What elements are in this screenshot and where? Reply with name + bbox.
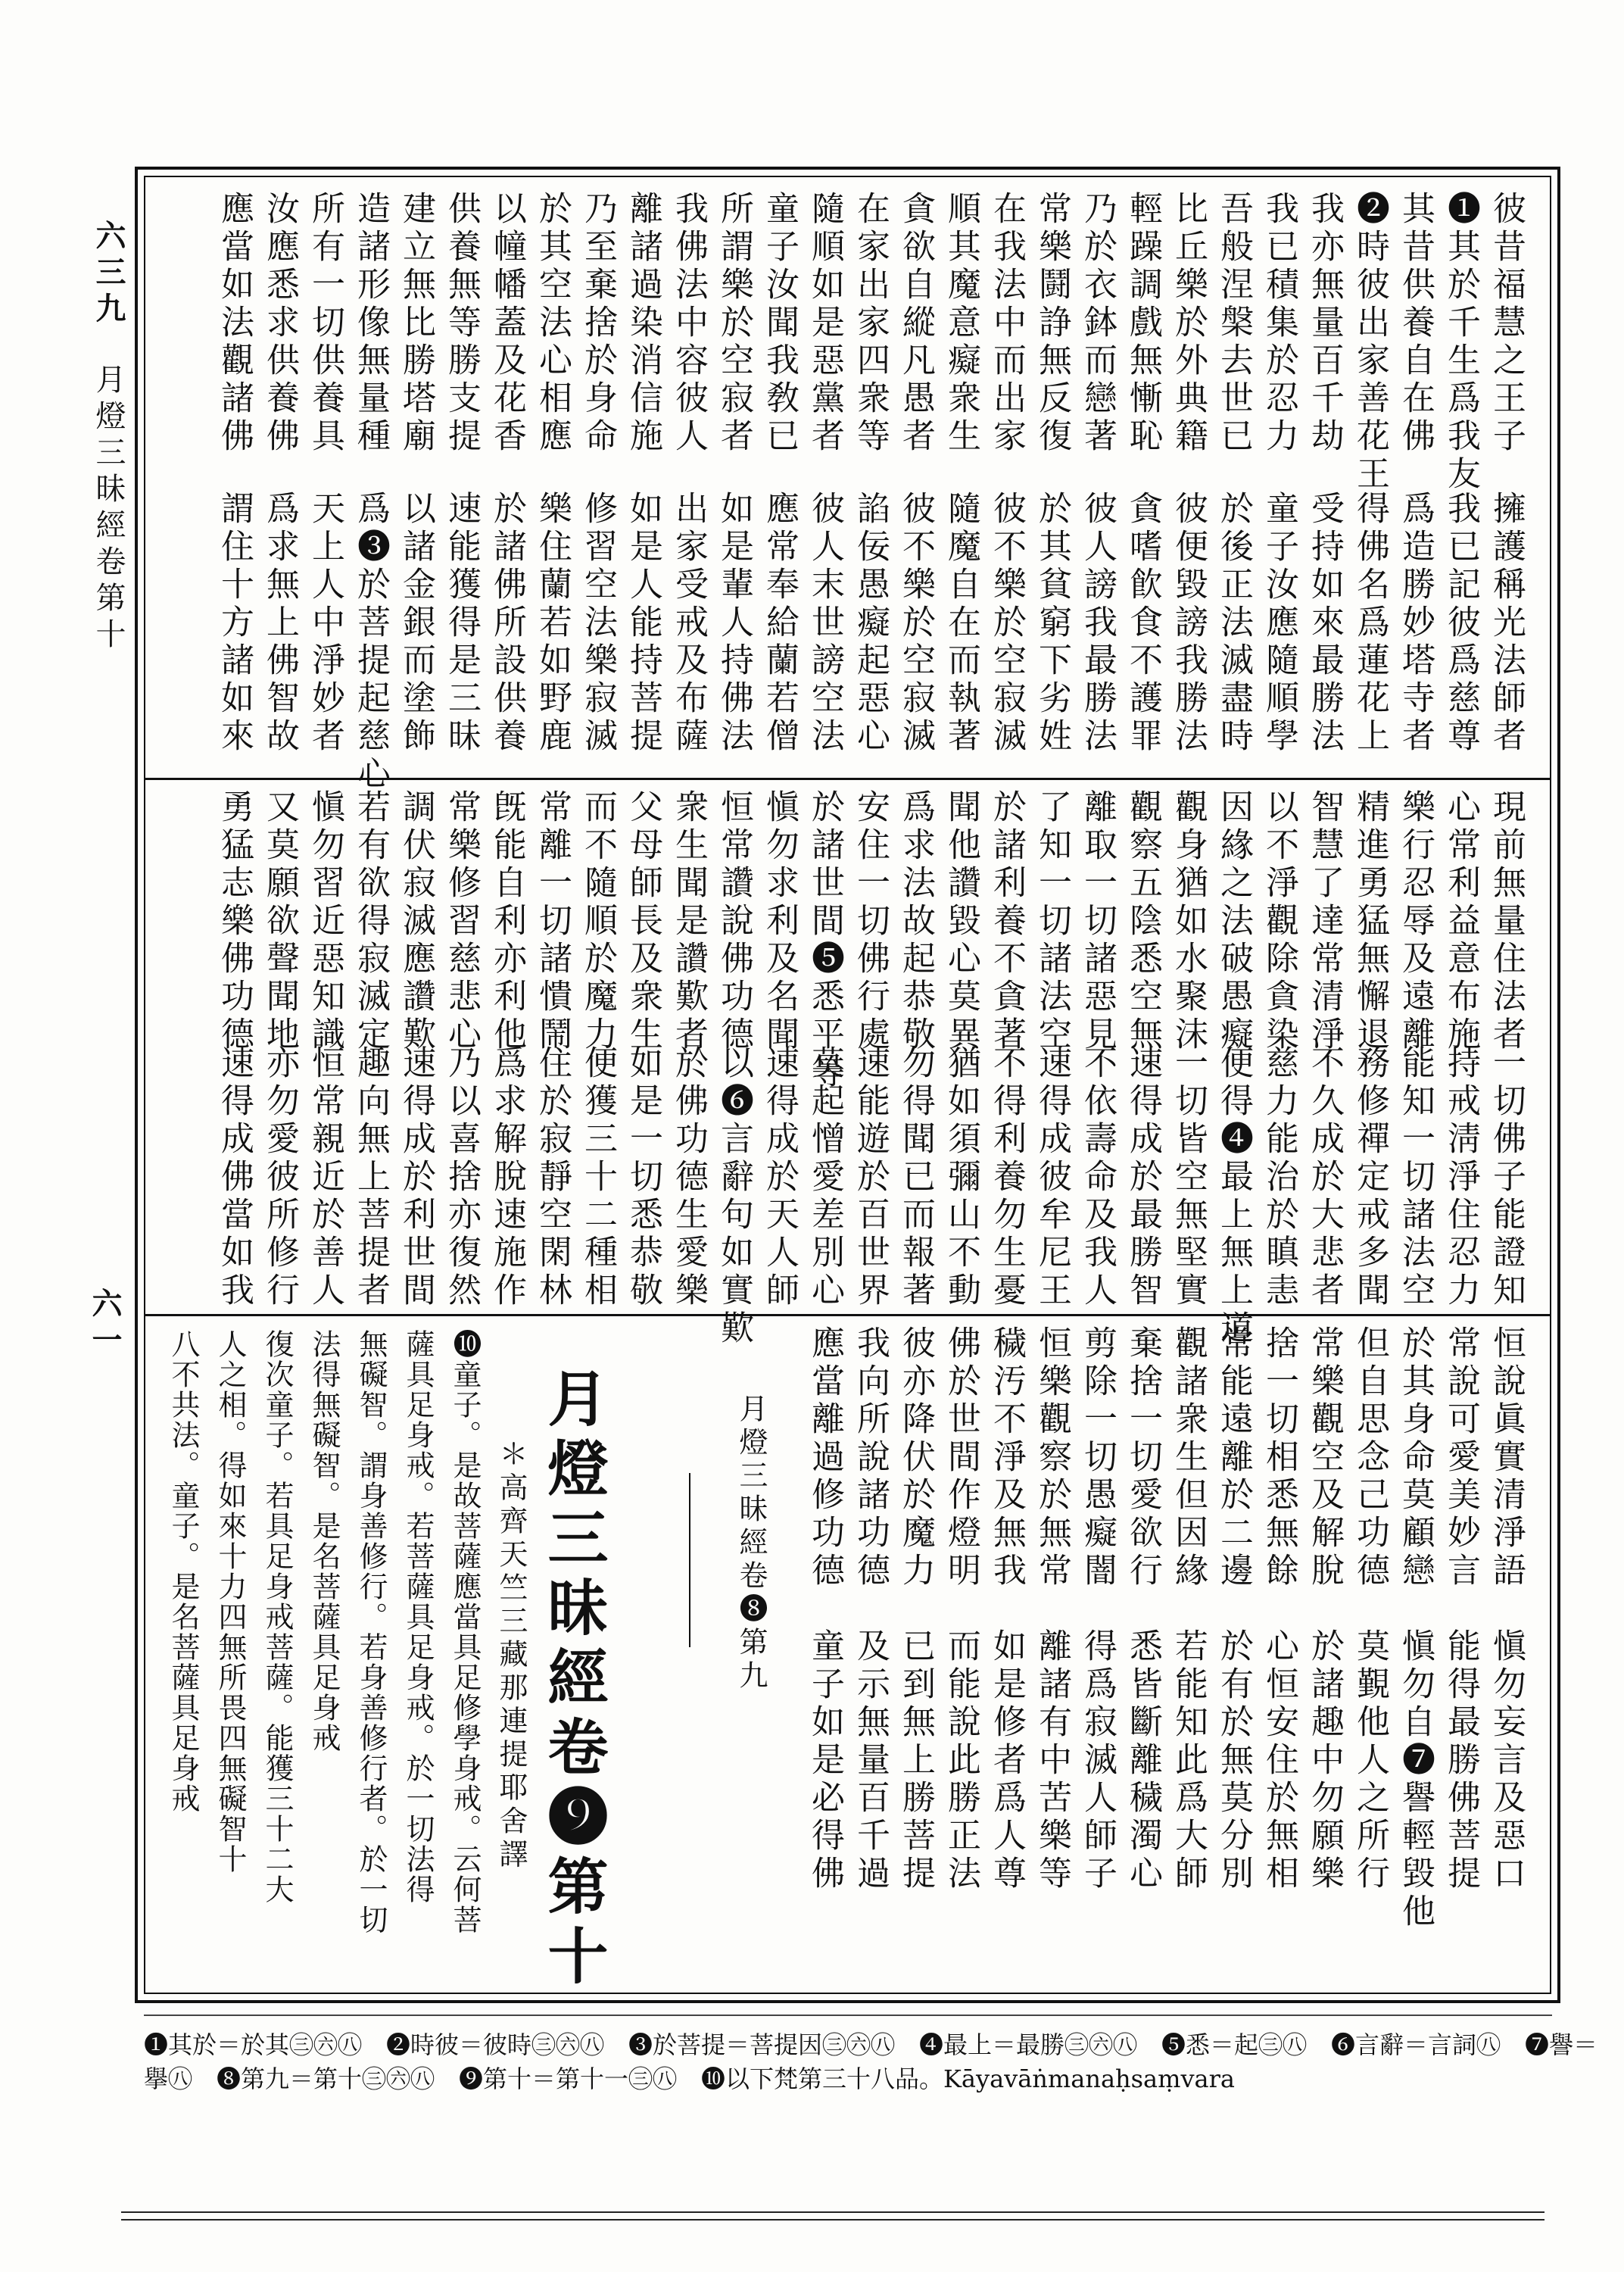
verse-column: 以幢幡蓋及花香 xyxy=(488,191,526,456)
verse-column: 速得成佛當如我 xyxy=(215,1045,254,1310)
verse-column: 童子如是必得佛 xyxy=(806,1628,844,1893)
verse-column: 便獲三十二種相 xyxy=(578,1045,617,1310)
translator-line: ＊高齊天竺三藏那連提耶舍譯 xyxy=(494,1439,528,1872)
verse-column: 爲❸於菩提起慈心 xyxy=(351,491,390,794)
verse-column: 離諸過染消信施 xyxy=(624,191,662,456)
verse-column: 比丘樂於外典籍 xyxy=(1169,191,1208,456)
verse-column: 而能說此勝正法 xyxy=(942,1628,980,1893)
verse-column: 隨順如是惡黨者 xyxy=(806,191,844,456)
verse-column: 速能獲得是三昧 xyxy=(442,491,481,756)
verse-column: 汝應悉求供養佛 xyxy=(260,191,299,456)
verse-column: 所謂樂於空寂者 xyxy=(715,191,753,456)
verse-column: 安住一切佛行處 xyxy=(851,789,890,1054)
verse-column: 但自思念己功德 xyxy=(1351,1325,1389,1590)
verse-column: 以❻言辭句如實歎 xyxy=(715,1045,753,1348)
vertical-rule xyxy=(689,1473,690,1647)
verse-column: 天上人中淨妙者 xyxy=(306,491,344,756)
verse-column: 愼勿習近惡知識 xyxy=(306,789,344,1054)
verse-column: 於後正法滅盡時 xyxy=(1214,491,1253,756)
prose-column: 復次童子。若具足身戒菩薩。能獲三十二大 xyxy=(260,1329,294,1905)
verse-column: 速得成彼牟尼王 xyxy=(1033,1045,1071,1310)
footnote-line: 擧㊇ ❽第九＝第十㊂㊅㊇ ❾第十＝第十一㊂㊇ ❿以下梵第三十八品。Kāyavāṅmanaḥsaṃvara xyxy=(144,2064,1236,2093)
prose-column: 薩具足身戒。若菩薩具足身戒。於一切法得 xyxy=(401,1329,435,1905)
verse-column: 一切佛子能證知 xyxy=(1487,1045,1526,1310)
verse-column: 我亦無量百千劫 xyxy=(1305,191,1344,456)
verse-column: 於其身命莫顧戀 xyxy=(1396,1325,1435,1590)
verse-column: 童子汝聞我敎已 xyxy=(760,191,799,456)
verse-column: 佛於世間作燈明 xyxy=(942,1325,980,1590)
prose-column: 法得無礙智。是名菩薩具足身戒 xyxy=(307,1329,341,1753)
verse-column: 如是修者爲人尊 xyxy=(987,1628,1026,1893)
verse-column: 莫起憎愛差別心 xyxy=(806,1045,844,1310)
verse-column: 吾般涅槃去世已 xyxy=(1214,191,1253,456)
verse-column: 彼亦降伏於魔力 xyxy=(896,1325,935,1590)
verse-column: 於佛功德生愛樂 xyxy=(669,1045,708,1310)
verse-column: 得佛名爲蓮花上 xyxy=(1351,491,1389,756)
verse-column: 於諸利養不貪著 xyxy=(987,789,1026,1054)
verse-column: 應常奉給蘭若僧 xyxy=(760,491,799,756)
verse-column: ❷時彼出家善花王 xyxy=(1351,191,1389,494)
verse-column: 供養無等勝支提 xyxy=(442,191,481,456)
verse-column: 住於寂靜空閑林 xyxy=(533,1045,572,1310)
verse-column: 了知一切諸法空 xyxy=(1033,789,1071,1054)
verse-column: 務修禪定戒多聞 xyxy=(1351,1045,1389,1310)
verse-column: 因緣之法破愚癡 xyxy=(1214,789,1253,1054)
verse-column: 不得利養勿生憂 xyxy=(987,1045,1026,1310)
verse-column: 常說可愛美妙言 xyxy=(1442,1325,1480,1590)
verse-column: 穢汚不淨及無我 xyxy=(987,1325,1026,1590)
verse-column: 能知一切諸法空 xyxy=(1396,1045,1435,1310)
verse-column: 已到無上勝菩提 xyxy=(896,1628,935,1893)
verse-column: 精進勇猛無懈退 xyxy=(1351,789,1389,1054)
verse-column: 彼昔福慧之王子 xyxy=(1487,191,1526,456)
verse-column: 棄捨一切愛欲行 xyxy=(1124,1325,1162,1590)
verse-column: 速得成於最勝智 xyxy=(1124,1045,1162,1310)
prose-column: ❿童子。是故菩薩應當具足修學身戒。云何菩 xyxy=(448,1329,482,1935)
volume-10-title: 月燈三昧經卷❾第十 xyxy=(538,1367,609,1994)
verse-column: 擁護稱光法師者 xyxy=(1487,491,1526,756)
verse-column: 彼人謗我最勝法 xyxy=(1078,491,1117,756)
verse-column: 觀察五陰悉空無 xyxy=(1124,789,1162,1054)
verse-column: 爲造勝妙塔寺者 xyxy=(1396,491,1435,756)
verse-column: 在家出家四衆等 xyxy=(851,191,890,456)
verse-column: 速得成於利世間 xyxy=(397,1045,435,1310)
footnote-divider xyxy=(144,2015,1552,2016)
verse-column: 聞他讚毀心莫異 xyxy=(942,789,980,1054)
verse-column: 乃以喜捨亦復然 xyxy=(442,1045,481,1310)
verse-column: 於諸世間❺悉平等 xyxy=(806,789,844,1092)
verse-column: 便得❹最上無上道 xyxy=(1214,1045,1253,1348)
verse-column: 於其空法心相應 xyxy=(533,191,572,456)
volume-9-end-title: 月燈三昧經卷❽第九 xyxy=(734,1393,768,1693)
verse-column: 於其貧窮下劣姓 xyxy=(1033,491,1071,756)
verse-column: 我已記彼爲慈尊 xyxy=(1442,491,1480,756)
verse-column: 愼勿求利及名聞 xyxy=(760,789,799,1054)
verse-column: 若能知此爲大師 xyxy=(1169,1628,1208,1893)
verse-column: 速得成於天人師 xyxy=(760,1045,799,1310)
verse-column: 若有欲得寂滅定 xyxy=(351,789,390,1054)
verse-column: 彼不樂於空寂滅 xyxy=(896,491,935,756)
verse-column: 愼勿妄言及惡口 xyxy=(1487,1628,1526,1893)
verse-column: 離諸有中苦樂等 xyxy=(1033,1628,1071,1893)
verse-column: 持戒淸淨住忍力 xyxy=(1442,1045,1480,1310)
verse-column: 如是一切悉恭敬 xyxy=(624,1045,662,1310)
verse-column: 心恒安住於無相 xyxy=(1260,1628,1298,1893)
footnote-line: ❶其於＝於其㊂㊅㊇ ❷時彼＝彼時㊂㊅㊇ ❸於菩提＝菩提因㊂㊅㊇ ❹最上＝最勝㊂㊅㊇ ❺悉＝起㊂㊇ ❻言辭＝言詞㊇ ❼譽＝ xyxy=(144,2030,1598,2059)
verse-column: 彼便毀謗我勝法 xyxy=(1169,491,1208,756)
verse-column: 亦勿愛彼所修行 xyxy=(260,1045,299,1310)
verse-column: 猶如須彌山不動 xyxy=(942,1045,980,1310)
verse-column: 所有一切供養具 xyxy=(306,191,344,456)
verse-column: 恒說眞實清淨語 xyxy=(1487,1325,1526,1590)
verse-column: 出家受戒及布薩 xyxy=(669,491,708,756)
verse-column: 觀身猶如水聚沫 xyxy=(1169,789,1208,1054)
verse-column: 其昔供養自在佛 xyxy=(1396,191,1435,456)
verse-column: 及示無量百千過 xyxy=(851,1628,890,1893)
verse-column: 應當如法觀諸佛 xyxy=(215,191,254,456)
verse-column: 恒常親近於善人 xyxy=(306,1045,344,1310)
verse-column: 順其魔意癡衆生 xyxy=(942,191,980,456)
verse-column: 如是人能持菩提 xyxy=(624,491,662,756)
verse-column: 常樂鬪諍無反復 xyxy=(1033,191,1071,456)
running-head: 月燈三昧經卷第十 xyxy=(91,364,126,654)
verse-column: 樂行忍辱及遠離 xyxy=(1396,789,1435,1054)
verse-column: 於諸佛所設供養 xyxy=(488,491,526,756)
verse-column: 恒常讚說佛功德 xyxy=(715,789,753,1054)
verse-column: 常離一切諸憒鬧 xyxy=(533,789,572,1054)
verse-column: 心常利益意布施 xyxy=(1442,789,1480,1054)
verse-column: 樂住蘭若如野鹿 xyxy=(533,491,572,756)
verse-column: 在我法中而出家 xyxy=(987,191,1026,456)
verse-column: 捨一切相悉無餘 xyxy=(1260,1325,1298,1590)
section-divider xyxy=(145,1314,1550,1316)
verse-column: 諂佞愚癡起惡心 xyxy=(851,491,890,756)
prose-column: 無礙智。謂身善修行。若身善修行者。於一切 xyxy=(354,1329,388,1935)
verse-column: 父母師長及衆生 xyxy=(624,789,662,1054)
verse-column: 乃於衣鉢而戀著 xyxy=(1078,191,1117,456)
verse-column: 一切皆空無堅實 xyxy=(1169,1045,1208,1310)
verse-column: 常能遠離於二邊 xyxy=(1214,1325,1253,1590)
verse-column: 不久成於大悲者 xyxy=(1305,1045,1344,1310)
verse-column: 愼勿自❼譽輕毀他 xyxy=(1396,1628,1435,1931)
verse-column: 衆生聞是讚歎者 xyxy=(669,789,708,1054)
verse-column: 乃至棄捨於身命 xyxy=(578,191,617,456)
verse-column: 爲求解脫速施作 xyxy=(488,1045,526,1310)
verse-column: 貪嗜飮食不護罪 xyxy=(1124,491,1162,756)
verse-column: 彼人末世謗空法 xyxy=(806,491,844,756)
verse-column: 爲求法故起恭敬 xyxy=(896,789,935,1054)
verse-column: 常樂觀空及解脫 xyxy=(1305,1325,1344,1590)
verse-column: 以諸金銀而塗飾 xyxy=(397,491,435,756)
bottom-rule xyxy=(121,2211,1545,2213)
prose-column: 八不共法。童子。是名菩薩具足身戒 xyxy=(167,1329,200,1814)
verse-column: 能得最勝佛菩提 xyxy=(1442,1628,1480,1893)
page-number-right: 六三九 xyxy=(91,220,126,329)
verse-column: 我向所說諸功德 xyxy=(851,1325,890,1590)
verse-column: 爲求無上佛智故 xyxy=(260,491,299,756)
verse-column: 應當離過修功德 xyxy=(806,1325,844,1590)
verse-column: 童子汝應隨順學 xyxy=(1260,491,1298,756)
verse-column: 悉皆斷離穢濁心 xyxy=(1124,1628,1162,1893)
prose-column: 人之相。得如來十力四無所畏四無礙智十 xyxy=(214,1329,247,1874)
verse-column: 而不隨順於魔力 xyxy=(578,789,617,1054)
verse-column: 得爲寂滅人師子 xyxy=(1078,1628,1117,1893)
verse-column: 慈力能治於瞋恚 xyxy=(1260,1045,1298,1310)
verse-column: 調伏寂滅應讚歎 xyxy=(397,789,435,1054)
verse-column: 離取一切諸惡見 xyxy=(1078,789,1117,1054)
bottom-rule xyxy=(121,2219,1545,2221)
verse-column: 趣向無上菩提者 xyxy=(351,1045,390,1310)
verse-column: 恒樂觀察於無常 xyxy=(1033,1325,1071,1590)
verse-column: 現前無量住法者 xyxy=(1487,789,1526,1054)
verse-column: 速能遊於百世界 xyxy=(851,1045,890,1310)
verse-column: 如是輩人持佛法 xyxy=(715,491,753,756)
verse-column: 不依壽命及我人 xyxy=(1078,1045,1117,1310)
verse-column: 勇猛志樂佛功德 xyxy=(215,789,254,1054)
verse-column: 隨魔自在而執著 xyxy=(942,491,980,756)
verse-column: 於有於無莫分別 xyxy=(1214,1628,1253,1893)
verse-column: 觀諸衆生但因緣 xyxy=(1169,1325,1208,1590)
verse-column: 謂住十方諸如來 xyxy=(215,491,254,756)
verse-column: 智慧了達常清淨 xyxy=(1305,789,1344,1054)
verse-column: 我已積集於忍力 xyxy=(1260,191,1298,456)
verse-column: 又莫願欲聲聞地 xyxy=(260,789,299,1054)
verse-column: 貪欲自縱凡愚者 xyxy=(896,191,935,456)
verse-column: 造諸形像無量種 xyxy=(351,191,390,456)
verse-column: 以不淨觀除貪染 xyxy=(1260,789,1298,1054)
verse-column: 受持如來最勝法 xyxy=(1305,491,1344,756)
verse-column: 常樂修習慈悲心 xyxy=(442,789,481,1054)
verse-column: 輕躁調戲無慚恥 xyxy=(1124,191,1162,456)
verse-column: 彼不樂於空寂滅 xyxy=(987,491,1026,756)
verse-column: 於諸趣中勿願樂 xyxy=(1305,1628,1344,1893)
verse-column: 修習空法樂寂滅 xyxy=(578,491,617,756)
verse-column: 莫覲他人之所行 xyxy=(1351,1628,1389,1893)
page-number-left: 六一 xyxy=(87,1287,123,1360)
verse-column: 勿得聞已而報著 xyxy=(896,1045,935,1310)
verse-column: 我佛法中容彼人 xyxy=(669,191,708,456)
verse-column: 建立無比勝塔廟 xyxy=(397,191,435,456)
verse-column: ❶其於千生爲我友 xyxy=(1442,191,1480,494)
verse-column: 旣能自利亦利他 xyxy=(488,789,526,1054)
verse-column: 剪除一切愚癡闇 xyxy=(1078,1325,1117,1590)
